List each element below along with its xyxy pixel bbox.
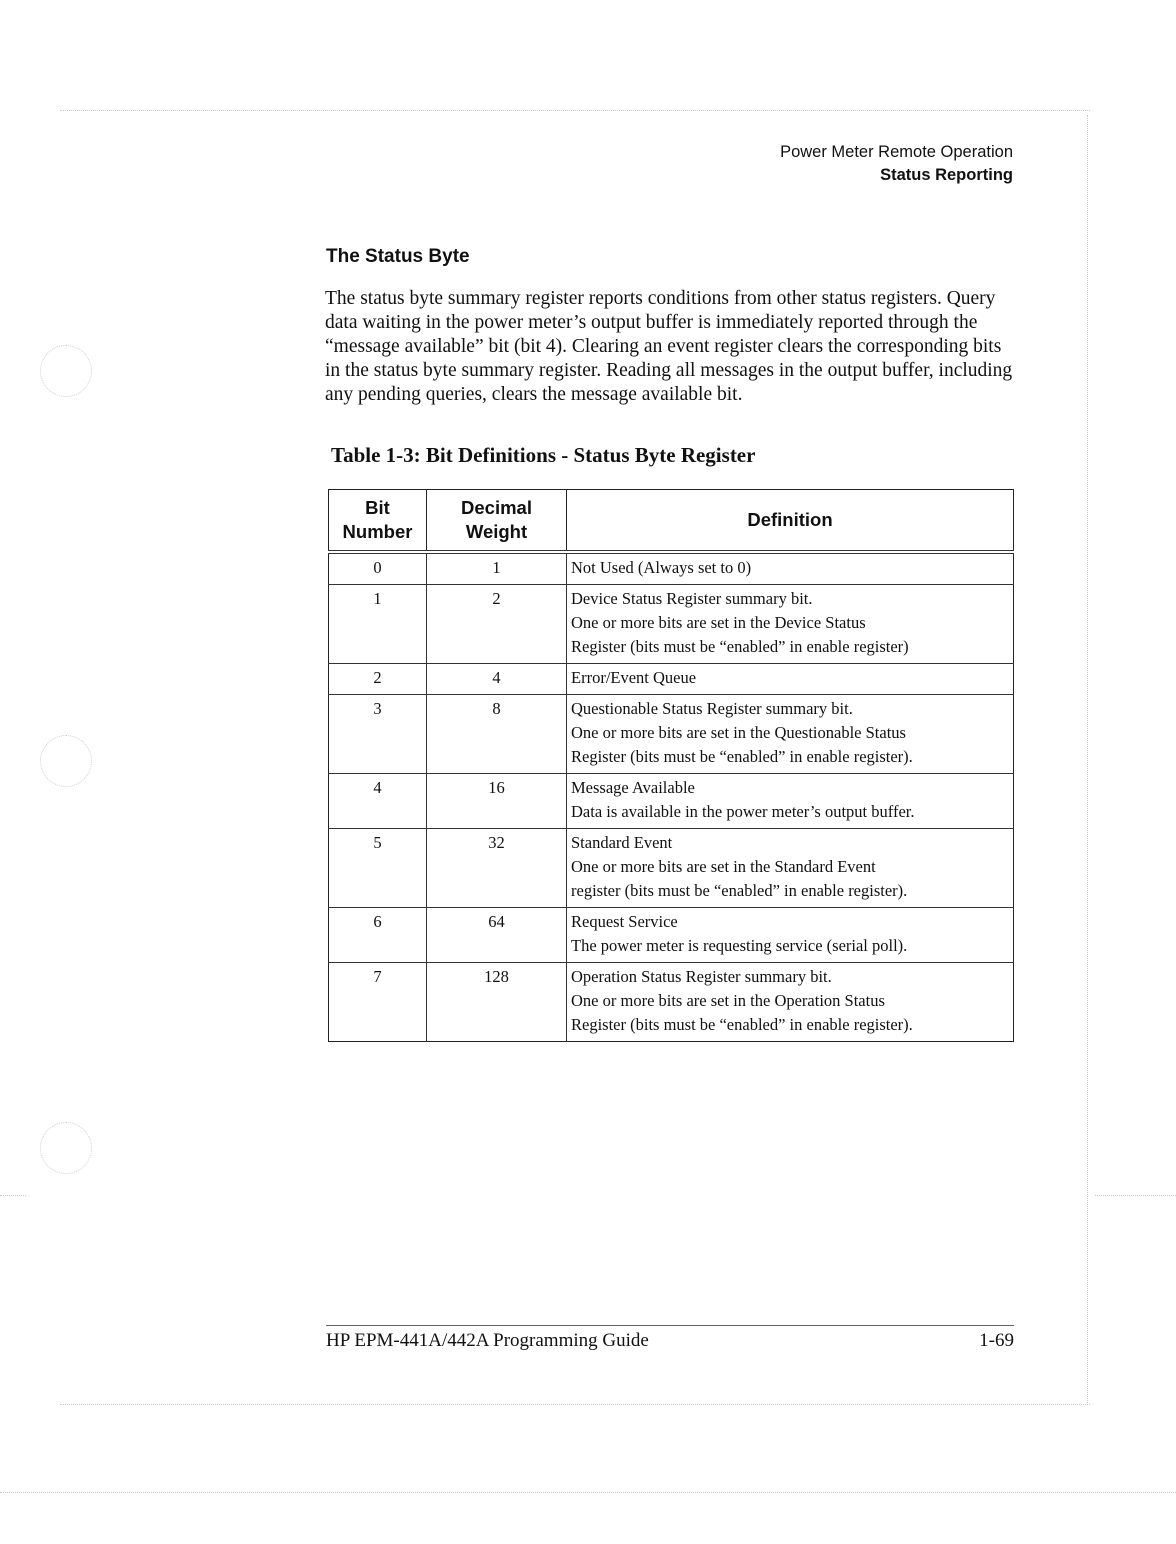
definition-line: Not Used (Always set to 0) (571, 558, 752, 577)
chapter-title: Power Meter Remote Operation (780, 143, 1013, 161)
table-caption: Table 1-3: Bit Definitions - Status Byte Register (331, 443, 756, 467)
punch-hole-1 (40, 345, 92, 397)
definition-cell (567, 829, 1014, 908)
bit-number-cell: 7 (329, 963, 427, 1042)
section-title: Status Reporting (880, 166, 1013, 184)
table-row (329, 552, 1014, 585)
decimal-weight-cell: 16 (427, 774, 567, 829)
definition-line: One or more bits are set in the Standard Event (571, 857, 876, 876)
table-row (329, 774, 1014, 829)
page-heading: The Status Byte (326, 246, 470, 267)
definition-line: Register (bits must be “enabled” in enable register). (571, 747, 913, 766)
scan-edge-top (60, 110, 1090, 111)
definition-line: One or more bits are set in the Device Status (571, 613, 866, 632)
definition-line: register (bits must be “enabled” in enable register). (571, 881, 908, 900)
header-bit-line1: Bit (365, 497, 390, 518)
table-row (329, 664, 1014, 695)
decimal-weight-cell: 4 (427, 664, 567, 695)
table-row (329, 829, 1014, 908)
decimal-weight-cell: 128 (427, 963, 567, 1042)
scan-edge-right (1087, 115, 1088, 1405)
bit-number-cell: 4 (329, 774, 427, 829)
table-row (329, 695, 1014, 774)
definition-cell (567, 695, 1014, 774)
decimal-weight-cell: 2 (427, 585, 567, 664)
definition-line: Device Status Register summary bit. (571, 589, 813, 608)
footer-guide-title: HP EPM-441A/442A Programming Guide (326, 1330, 649, 1351)
definition-line: The power meter is requesting service (serial poll). (571, 936, 908, 955)
definition-line: One or more bits are set in the Questionable Status (571, 723, 906, 742)
scan-edge-lower (0, 1492, 1176, 1493)
definition-cell (567, 774, 1014, 829)
header-weight-line2: Weight (465, 521, 528, 542)
definition-cell (567, 908, 1014, 963)
definition-cell (567, 664, 1014, 695)
definition-line: Standard Event (571, 833, 673, 852)
definition-line: Register (bits must be “enabled” in enable register). (571, 1015, 913, 1034)
definition-cell (567, 963, 1014, 1042)
decimal-weight-cell: 32 (427, 829, 567, 908)
table-header-row (329, 490, 1014, 553)
decimal-weight-cell: 1 (427, 552, 567, 585)
header-bit-line2: Number (342, 521, 413, 542)
scan-edge-bottom (60, 1404, 1090, 1405)
definition-line: Register (bits must be “enabled” in enable register) (571, 637, 909, 656)
bit-number-cell: 2 (329, 664, 427, 695)
footer-page-number: 1-69 (979, 1330, 1014, 1351)
header-decimal-weight (427, 490, 567, 553)
header-bit-number (329, 490, 427, 553)
definition-cell (567, 552, 1014, 585)
header-weight-line1: Decimal (461, 497, 532, 518)
punch-hole-3 (40, 1122, 92, 1174)
definition-cell (567, 585, 1014, 664)
definition-line: Error/Event Queue (571, 668, 697, 687)
bit-number-cell: 3 (329, 695, 427, 774)
definition-line: Data is available in the power meter’s output buffer. (571, 802, 915, 821)
bit-number-cell: 1 (329, 585, 427, 664)
definition-line: Operation Status Register summary bit. (571, 967, 832, 986)
scan-mark-left (0, 1195, 26, 1196)
running-head (780, 141, 1013, 187)
punch-hole-2 (40, 735, 92, 787)
bit-number-cell: 6 (329, 908, 427, 963)
definition-line: Questionable Status Register summary bit. (571, 699, 853, 718)
definition-line: Request Service (571, 912, 678, 931)
bit-number-cell: 5 (329, 829, 427, 908)
decimal-weight-cell: 8 (427, 695, 567, 774)
decimal-weight-cell: 64 (427, 908, 567, 963)
bit-definitions-table (328, 489, 1014, 1042)
table-row (329, 963, 1014, 1042)
definition-line: One or more bits are set in the Operation Status (571, 991, 885, 1010)
footer-rule (326, 1325, 1014, 1326)
bit-number-cell: 0 (373, 558, 382, 577)
body-paragraph: The status byte summary register reports conditions from other status registers. Query data waiting in the power meter’s output buffer is immediately reported through the “message available” bit (bit 4). Clearing an event register clears the corresponding bits in the status byte summary register. Reading all messages in the output buffer, including any pending queries, clears the message available bit. (325, 288, 1013, 405)
table-row (329, 908, 1014, 963)
header-definition: Definition (567, 490, 1014, 553)
definition-line: Message Available (571, 778, 695, 797)
table-row (329, 585, 1014, 664)
scan-mark-right (1095, 1195, 1176, 1196)
